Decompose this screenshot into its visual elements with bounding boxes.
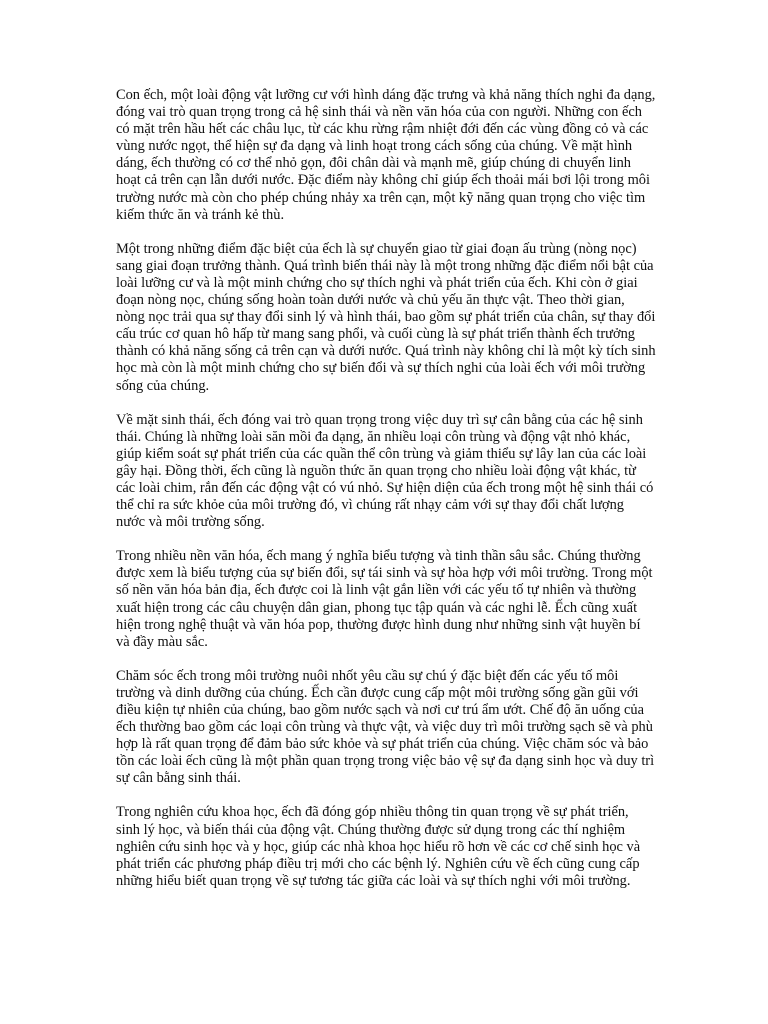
paragraph-metamorphosis: Một trong những điểm đặc biệt của ếch là sự chuyển giao từ giai đoạn ấu trùng (nòng nọc) sang giai đoạn trưởng thành. Quá trình biến thái này là một trong những đặc điểm nổi bật của loài lưỡng cư và là một minh chứng cho sự thích nghi và phát triển của ếch. Khi còn ở giai đoạn nòng nọc, chúng sống hoàn toàn dưới nước và chủ yếu ăn thực vật. Theo thời gian, nòng nọc trải qua sự thay đổi sinh lý và hình thái, bao gồm sự phát triển của chân, sự thay đổi cấu trúc cơ quan hô hấp từ mang sang phổi, và cuối cùng là sự phát triển thành ếch trưởng thành có khả năng sống cả trên cạn và dưới nước. Quá trình này không chỉ là một kỳ tích sinh học mà còn là một minh chứng cho sự biến đổi và sự thích nghi của loài ếch với môi trường sống của chúng. — [116, 240, 656, 394]
paragraph-captive-care: Chăm sóc ếch trong môi trường nuôi nhốt yêu cầu sự chú ý đặc biệt đến các yếu tố môi trường và dinh dưỡng của chúng. Ếch cần được cung cấp một môi trường sống gần gũi với điều kiện tự nhiên của chúng, bao gồm nước sạch và nơi cư trú ẩm ướt. Chế độ ăn uống của ếch thường bao gồm các loại côn trùng và thực vật, và việc duy trì môi trường sạch sẽ và phù hợp là rất quan trọng để đảm bảo sức khỏe và sự phát triển của chúng. Việc chăm sóc và bảo tồn các loài ếch cũng là một phần quan trọng trong việc bảo vệ sự đa dạng sinh học và duy trì sự cân bằng sinh thái. — [116, 667, 655, 787]
paragraph-culture: Trong nhiều nền văn hóa, ếch mang ý nghĩa biểu tượng và tinh thần sâu sắc. Chúng thường được xem là biểu tượng của sự biến đổi, sự tái sinh và sự hòa hợp với môi trường. Trong một số nền văn hóa bản địa, ếch được coi là linh vật gắn liền với các yếu tố tự nhiên và thường xuất hiện trong các câu chuyện dân gian, phong tục tập quán và các nghi lễ. Ếch cũng xuất hiện trong nghệ thuật và văn hóa pop, thường được hình dung như những sinh vật huyền bí và đầy màu sắc. — [116, 548, 653, 650]
paragraph-introduction: Con ếch, một loài động vật lưỡng cư với hình dáng đặc trưng và khả năng thích nghi đa dạng, đóng vai trò quan trọng trong cả hệ sinh thái và nền văn hóa của con người. Những con ếch có mặt trên hầu hết các châu lục, từ các khu rừng rậm nhiệt đới đến các vùng đồng cỏ và các vùng nước ngọt, thể hiện sự đa dạng và linh hoạt trong cách sống của chúng. Về mặt hình dáng, ếch thường có cơ thể nhỏ gọn, đôi chân dài và mạnh mẽ, giúp chúng di chuyển linh hoạt cả trên cạn lẫn dưới nước. Đặc điểm này không chỉ giúp ếch thoải mái bơi lội trong môi trường nước mà còn cho phép chúng nhảy xa trên cạn, một kỹ năng quan trọng cho việc tìm kiếm thức ăn và tránh kẻ thù. — [116, 87, 656, 223]
document-body — [116, 87, 656, 907]
paragraph-scientific-research: Trong nghiên cứu khoa học, ếch đã đóng góp nhiều thông tin quan trọng về sự phát triển, sinh lý học, và biến thái của động vật. Chúng thường được sử dụng trong các thí nghiệm nghiên cứu sinh học và y học, giúp các nhà khoa học hiểu rõ hơn về các cơ chế sinh học và phát triển các phương pháp điều trị mới cho các bệnh lý. Nghiên cứu về ếch cũng cung cấp những hiểu biết quan trọng về sự tương tác giữa các loài và sự thích nghi với môi trường. — [116, 804, 641, 889]
paragraph-ecology: Về mặt sinh thái, ếch đóng vai trò quan trọng trong việc duy trì sự cân bằng của các hệ sinh thái. Chúng là những loài săn mồi đa dạng, ăn nhiều loại côn trùng và động vật nhỏ khác, giúp kiểm soát sự phát triển của các quần thể côn trùng và giảm thiểu sự lây lan của các loài gây hại. Đồng thời, ếch cũng là nguồn thức ăn quan trọng cho nhiều loài động vật khác, từ các loài chim, rắn đến các động vật có vú nhỏ. Sự hiện diện của ếch trong một hệ sinh thái có thể chỉ ra sức khỏe của môi trường đó, vì chúng rất nhạy cảm với sự thay đổi chất lượng nước và môi trường sống. — [116, 411, 654, 531]
